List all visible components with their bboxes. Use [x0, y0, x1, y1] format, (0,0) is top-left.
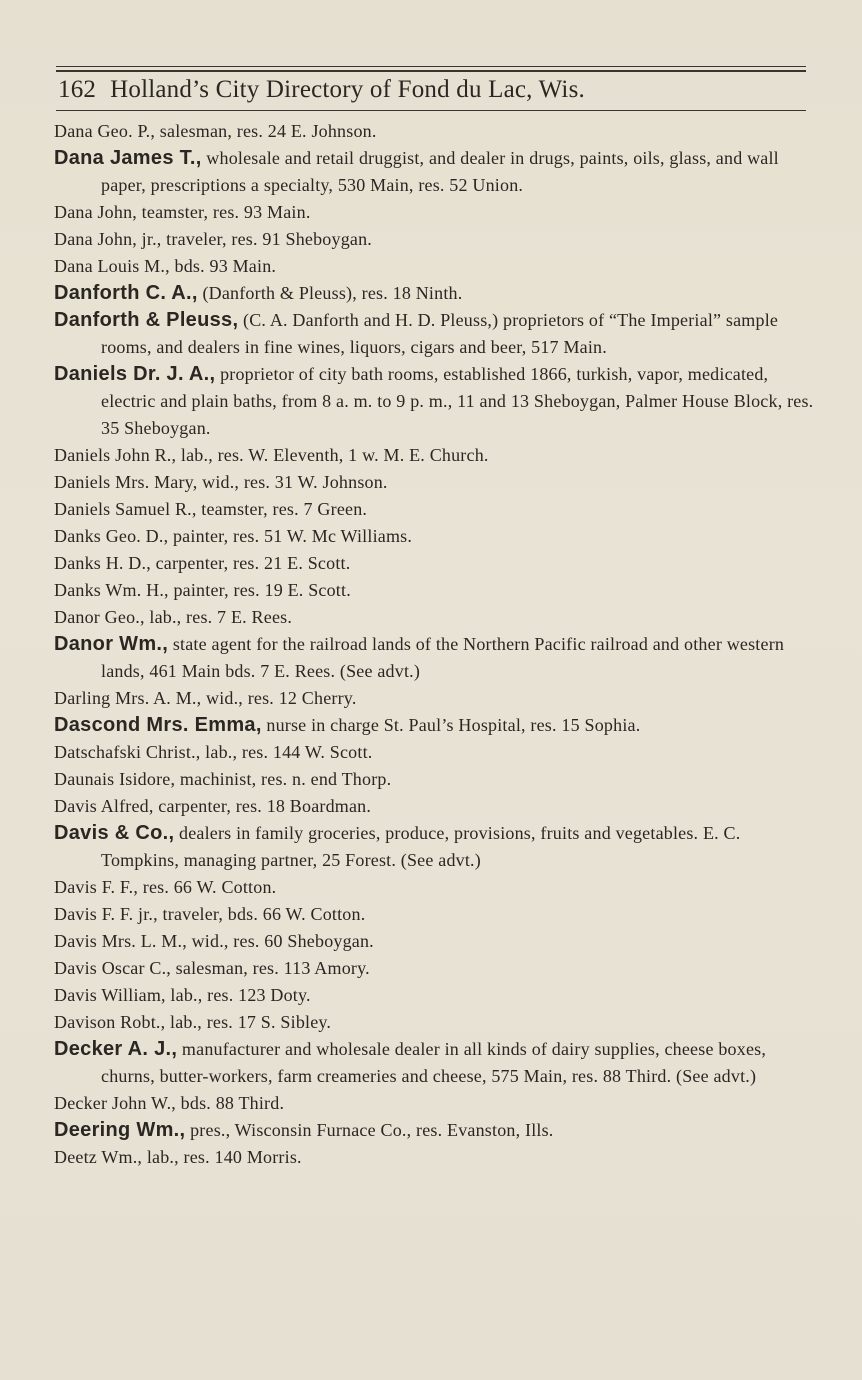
- entry-details: painter, res. 19 E. Scott.: [168, 580, 351, 600]
- directory-entry: [54, 361, 814, 442]
- directory-entries: [54, 118, 814, 1171]
- entry-details: lab., res. 7 E. Rees.: [144, 607, 293, 627]
- directory-entry: [54, 982, 814, 1009]
- header-rule-bottom: [56, 110, 806, 111]
- directory-entry: [54, 631, 814, 685]
- entry-name: Daunais Isidore,: [54, 769, 176, 789]
- directory-entry: [54, 604, 814, 631]
- entry-details: lab., res. 123 Doty.: [165, 985, 311, 1005]
- directory-entry: [54, 739, 814, 766]
- entry-name: Daniels Mrs. Mary,: [54, 472, 198, 492]
- entry-details: (Danforth & Pleuss), res. 18 Ninth.: [197, 283, 463, 303]
- entry-details: lab., res. 140 Morris.: [142, 1147, 302, 1167]
- directory-entry: [54, 496, 814, 523]
- entry-name: Davison Robt.,: [54, 1012, 166, 1032]
- entry-name: Decker A. J.,: [54, 1038, 178, 1060]
- page-number: 162: [58, 76, 97, 103]
- entry-name: Daniels John R.,: [54, 445, 177, 465]
- entry-name: Davis Oscar C.,: [54, 958, 171, 978]
- entry-name: Decker John W.,: [54, 1093, 176, 1113]
- entry-details: carpenter, res. 18 Boardman.: [153, 796, 372, 816]
- entry-name: Dana John,: [54, 202, 137, 222]
- entry-name: Danks Geo. D.,: [54, 526, 169, 546]
- entry-details: nurse in charge St. Paul’s Hospital, res. 15 Sophia.: [261, 715, 641, 735]
- entry-name: Daniels Samuel R.,: [54, 499, 197, 519]
- header-rule-top: [56, 66, 806, 67]
- entry-details: wid., res. 12 Cherry.: [201, 688, 357, 708]
- entry-name: Danforth C. A.,: [54, 282, 198, 304]
- directory-entry: [54, 1144, 814, 1171]
- entry-details: lab., res. 17 S. Sibley.: [165, 1012, 332, 1032]
- entry-name: Dascond Mrs. Emma,: [54, 714, 262, 736]
- entry-details: lab., res. W. Eleventh, 1 w. M. E. Church.: [176, 445, 489, 465]
- directory-entry: [54, 793, 814, 820]
- directory-entry: [54, 928, 814, 955]
- entry-name: Danks H. D.,: [54, 553, 151, 573]
- directory-entry: [54, 1009, 814, 1036]
- entry-details: state agent for the railroad lands of the Northern Pacific railroad and other western lands, 461 Main bds. 7 E. Rees. (See advt.): [101, 634, 785, 681]
- entry-name: Deetz Wm.,: [54, 1147, 143, 1167]
- entry-name: Davis F. F.,: [54, 877, 139, 897]
- directory-entry: [54, 253, 814, 280]
- entry-details: carpenter, res. 21 E. Scott.: [150, 553, 351, 573]
- entry-details: manufacturer and wholesale dealer in all kinds of dairy supplies, cheese boxes, churns, butter-workers, farm creameries and cheese, 575 Main, res. 88 Third. (See advt.): [101, 1039, 767, 1086]
- directory-entry: [54, 577, 814, 604]
- entry-details: bds. 93 Main.: [169, 256, 277, 276]
- entry-details: machinist, res. n. end Thorp.: [175, 769, 392, 789]
- directory-entry: [54, 955, 814, 982]
- entry-name: Datschafski Christ.,: [54, 742, 201, 762]
- entry-details: painter, res. 51 W. Mc Williams.: [168, 526, 413, 546]
- directory-entry: [54, 442, 814, 469]
- entry-details: traveler, res. 91 Sheboygan.: [161, 229, 372, 249]
- directory-entry: [54, 1090, 814, 1117]
- page-title: Holland’s City Directory of Fond du Lac, Wis.: [110, 76, 585, 103]
- entry-details: wid., res. 31 W. Johnson.: [197, 472, 388, 492]
- entry-name: Davis William,: [54, 985, 166, 1005]
- directory-entry: [54, 118, 814, 145]
- entry-name: Danks Wm. H.,: [54, 580, 169, 600]
- entry-details: teamster, res. 93 Main.: [136, 202, 311, 222]
- entry-name: Dana John, jr.,: [54, 229, 162, 249]
- directory-entry: [54, 712, 814, 739]
- entry-details: wid., res. 60 Sheboygan.: [186, 931, 374, 951]
- entry-details: (C. A. Danforth and H. D. Pleuss,) proprietors of “The Imperial” sample rooms, and dealers in fine wines, liquors, cigars and beer, 517 Main.: [101, 310, 779, 357]
- entry-name: Deering Wm.,: [54, 1119, 186, 1141]
- entry-details: wholesale and retail druggist, and dealer in drugs, paints, oils, glass, and wall paper, prescriptions a specialty, 530 Main, res. 52 Union.: [101, 148, 779, 195]
- entry-details: salesman, res. 24 E. Johnson.: [155, 121, 377, 141]
- directory-entry: [54, 1036, 814, 1090]
- directory-entry: [54, 307, 814, 361]
- entry-details: teamster, res. 7 Green.: [196, 499, 368, 519]
- directory-entry: [54, 469, 814, 496]
- directory-entry: [54, 1117, 814, 1144]
- entry-name: Darling Mrs. A. M.,: [54, 688, 202, 708]
- directory-entry: [54, 820, 814, 874]
- page-header: [58, 76, 806, 110]
- directory-entry: [54, 550, 814, 577]
- entry-name: Davis Alfred,: [54, 796, 154, 816]
- directory-entry: [54, 523, 814, 550]
- entry-name: Danforth & Pleuss,: [54, 309, 239, 331]
- entry-details: salesman, res. 113 Amory.: [170, 958, 370, 978]
- entry-details: traveler, bds. 66 W. Cotton.: [157, 904, 366, 924]
- directory-entry: [54, 280, 814, 307]
- entry-name: Davis & Co.,: [54, 822, 175, 844]
- entry-name: Daniels Dr. J. A.,: [54, 363, 216, 385]
- entry-details: pres., Wisconsin Furnace Co., res. Evanston, Ills.: [185, 1120, 554, 1140]
- entry-name: Davis F. F. jr.,: [54, 904, 158, 924]
- directory-entry: [54, 199, 814, 226]
- entry-name: Danor Geo.,: [54, 607, 145, 627]
- entry-details: bds. 88 Third.: [175, 1093, 285, 1113]
- header-rule-top-double: [56, 70, 806, 72]
- entry-name: Danor Wm.,: [54, 633, 169, 655]
- entry-name: Dana James T.,: [54, 147, 202, 169]
- entry-name: Davis Mrs. L. M.,: [54, 931, 187, 951]
- entry-details: proprietor of city bath rooms, established 1866, turkish, vapor, medicated, electric and plain baths, from 8 a. m. to 9 p. m., 11 and 13 Sheboygan, Palmer House Block, res. 35 Sheboygan.: [101, 364, 814, 438]
- entry-details: lab., res. 144 W. Scott.: [200, 742, 373, 762]
- directory-entry: [54, 766, 814, 793]
- directory-entry: [54, 145, 814, 199]
- directory-entry: [54, 874, 814, 901]
- directory-entry: [54, 901, 814, 928]
- directory-entry: [54, 685, 814, 712]
- entry-details: res. 66 W. Cotton.: [138, 877, 277, 897]
- entry-name: Dana Louis M.,: [54, 256, 170, 276]
- entry-name: Dana Geo. P.,: [54, 121, 156, 141]
- entry-details: dealers in family groceries, produce, provisions, fruits and vegetables. E. C. Tompkins, managing partner, 25 Forest. (See advt.): [101, 823, 741, 870]
- directory-entry: [54, 226, 814, 253]
